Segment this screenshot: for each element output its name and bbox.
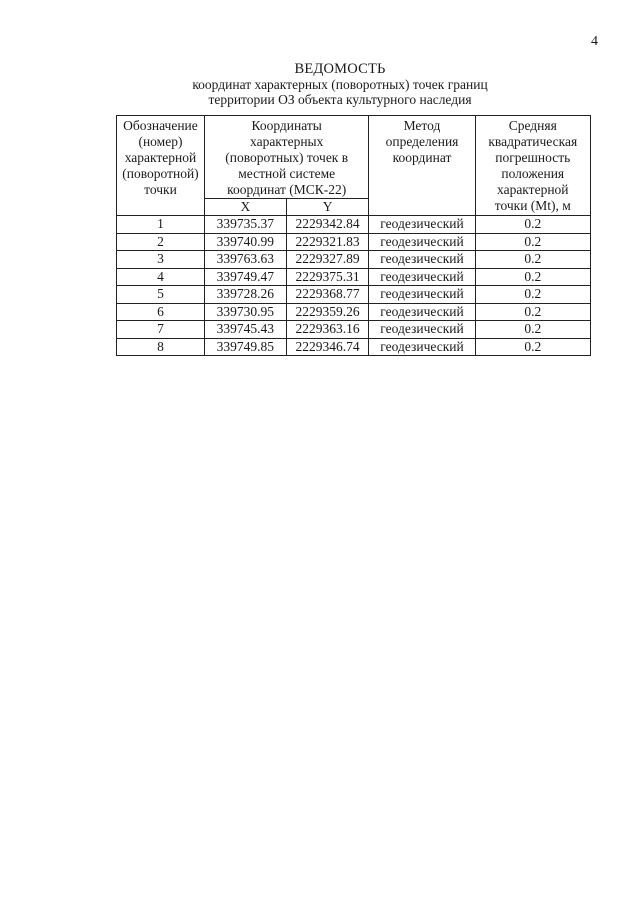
cell-error: 0.2 xyxy=(475,303,590,321)
cell-point-number: 5 xyxy=(117,286,205,304)
cell-y: 2229359.26 xyxy=(286,303,369,321)
cell-x: 339735.37 xyxy=(204,216,286,234)
title-subheading-line1: координат характерных (поворотных) точек границ xyxy=(192,77,488,92)
cell-point-number: 2 xyxy=(117,233,205,251)
cell-y: 2229368.77 xyxy=(286,286,369,304)
table-row xyxy=(117,251,591,269)
document-title xyxy=(150,62,530,107)
header-coordinates-line: характерных xyxy=(250,134,324,149)
header-coordinates xyxy=(204,116,369,199)
header-method-line: определения xyxy=(385,134,459,149)
page-number: 4 xyxy=(591,34,598,49)
header-error-line: квадратическая xyxy=(488,134,578,149)
cell-y: 2229327.89 xyxy=(286,251,369,269)
header-error-line: Средняя xyxy=(508,118,557,133)
header-coordinates-line: Координаты xyxy=(251,118,322,133)
cell-y: 2229321.83 xyxy=(286,233,369,251)
coordinates-table xyxy=(116,115,591,356)
cell-x: 339740.99 xyxy=(204,233,286,251)
cell-y: 2229346.74 xyxy=(286,338,369,356)
header-method-line: координат xyxy=(392,150,452,165)
header-designation-line: Обозначение xyxy=(123,118,198,133)
cell-method: геодезический xyxy=(369,303,475,321)
cell-method: геодезический xyxy=(369,233,475,251)
cell-x: 339749.85 xyxy=(204,338,286,356)
cell-x: 339749.47 xyxy=(204,268,286,286)
header-designation-line: (номер) xyxy=(138,134,183,149)
header-method-line: Метод xyxy=(403,118,441,133)
header-error xyxy=(475,116,590,216)
cell-x: 339763.63 xyxy=(204,251,286,269)
cell-error: 0.2 xyxy=(475,321,590,339)
table-row xyxy=(117,286,591,304)
table-row xyxy=(117,233,591,251)
cell-x: 339730.95 xyxy=(204,303,286,321)
header-error-line: характерной xyxy=(497,182,569,197)
cell-point-number: 6 xyxy=(117,303,205,321)
title-heading: ВЕДОМОСТЬ xyxy=(294,61,386,77)
table-row xyxy=(117,338,591,356)
header-coordinates-line: (поворотных) точек в xyxy=(225,150,349,165)
cell-method: геодезический xyxy=(369,338,475,356)
header-designation-line: точки xyxy=(144,182,177,197)
header-designation-line: характерной xyxy=(124,150,197,165)
header-coordinates-line: местной системе xyxy=(238,166,336,181)
cell-error: 0.2 xyxy=(475,268,590,286)
table-body xyxy=(117,216,591,356)
cell-method: геодезический xyxy=(369,286,475,304)
header-error-line: погрешность xyxy=(495,150,571,165)
cell-point-number: 4 xyxy=(117,268,205,286)
cell-point-number: 1 xyxy=(117,216,205,234)
title-subheading-line2: территории ОЗ объекта культурного наследия xyxy=(208,92,472,107)
header-error-line: положения xyxy=(501,166,565,181)
cell-point-number: 3 xyxy=(117,251,205,269)
header-designation xyxy=(117,116,205,216)
header-coordinates-line: координат (МСК-22) xyxy=(227,182,347,197)
cell-error: 0.2 xyxy=(475,216,590,234)
cell-y: 2229375.31 xyxy=(286,268,369,286)
cell-y: 2229363.16 xyxy=(286,321,369,339)
cell-method: геодезический xyxy=(369,321,475,339)
header-method xyxy=(369,116,475,216)
header-error-line: точки (Mt), м xyxy=(494,198,571,213)
table-row xyxy=(117,268,591,286)
table-row xyxy=(117,321,591,339)
header-x: X xyxy=(204,199,286,216)
table-row xyxy=(117,216,591,234)
table-row xyxy=(117,303,591,321)
cell-method: геодезический xyxy=(369,216,475,234)
cell-point-number: 8 xyxy=(117,338,205,356)
header-designation-line: (поворотной) xyxy=(122,166,199,181)
header-y: Y xyxy=(286,199,369,216)
cell-method: геодезический xyxy=(369,268,475,286)
cell-x: 339728.26 xyxy=(204,286,286,304)
cell-method: геодезический xyxy=(369,251,475,269)
cell-error: 0.2 xyxy=(475,338,590,356)
cell-error: 0.2 xyxy=(475,286,590,304)
cell-y: 2229342.84 xyxy=(286,216,369,234)
cell-x: 339745.43 xyxy=(204,321,286,339)
cell-error: 0.2 xyxy=(475,251,590,269)
cell-error: 0.2 xyxy=(475,233,590,251)
cell-point-number: 7 xyxy=(117,321,205,339)
